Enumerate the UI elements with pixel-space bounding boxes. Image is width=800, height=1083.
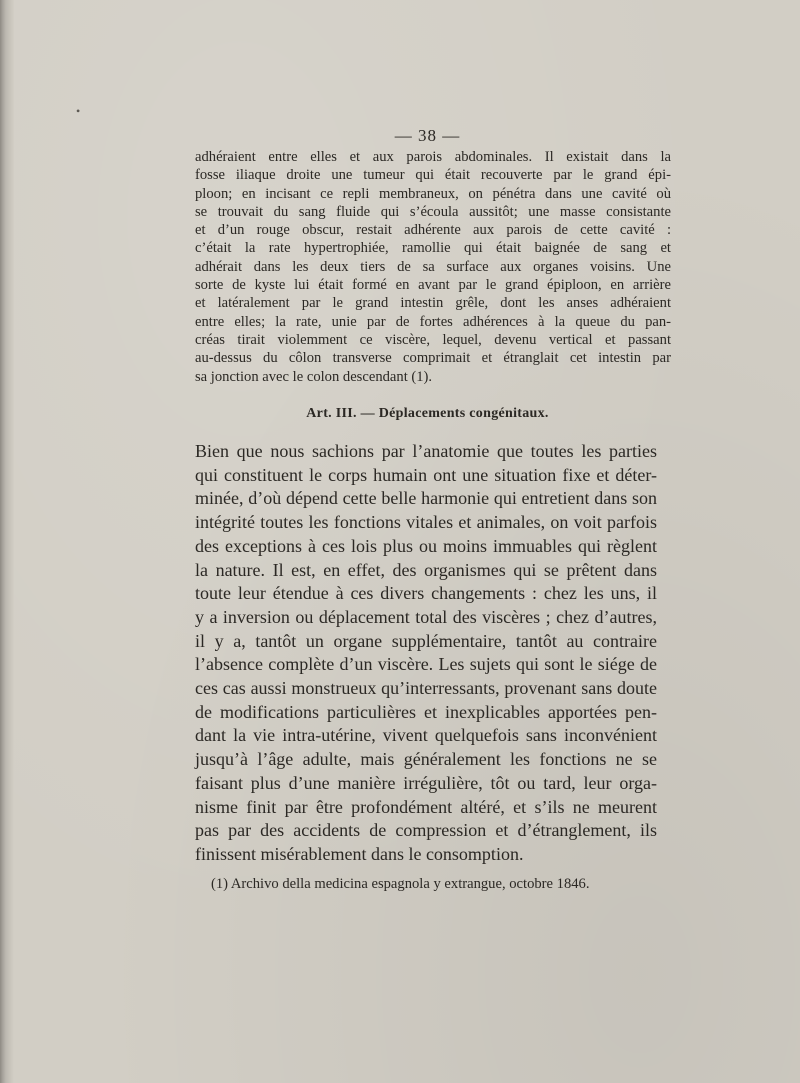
paragraph-line: Bien que nous sachions par l’anatomie que toutes les parties [195, 441, 657, 461]
paragraph-line: qui constituent le corps humain ont une situation fixe et déter- [195, 464, 657, 485]
paragraph-line: jusqu’à l’âge adulte, mais généralement les fonctions ne se [195, 749, 657, 770]
paragraph-line: se trouvait du sang fluide qui s’écoula aussitôt; une masse consistante [195, 203, 671, 220]
paragraph-line: sorte de kyste lui était formé en avant par le grand épiploon, en arrière [195, 277, 671, 294]
paragraph-line: adhéraient entre elles et aux parois abdominales. Il existait dans la [195, 149, 671, 165]
paragraph-line: intégrité toutes les fonctions vitales et animales, on voit parfois [195, 512, 657, 533]
footnote: (1) Archivo della medicina espagnola y extrangue, octobre 1846. [211, 876, 590, 892]
paragraph-line: ploon; en incisant ce repli membraneux, on pénétra dans une cavité où [195, 185, 671, 202]
page-binding-edge [0, 0, 14, 1083]
paragraph-line: et latéralement par le grand intestin grêle, dont les anses adhéraient [195, 295, 671, 312]
paragraph-line: ces cas aussi monstrueux qu’interressants, provenant sans doute [195, 678, 657, 699]
paragraph-line: la nature. Il est, en effet, des organismes qui se prêtent dans [195, 559, 657, 580]
paragraph-line: créas tirait violemment ce viscère, lequel, devenu vertical et passant [195, 331, 671, 348]
paragraph-line: finissent misérablement dans le consomption. [195, 843, 524, 864]
paragraph-line: pas par des accidents de compression et d’étranglement, ils [195, 820, 657, 841]
paragraph-line: dant la vie intra-utérine, vivent quelquefois sans inconvénient [195, 725, 657, 746]
ink-speck: • [76, 104, 81, 118]
paragraph-line: nisme finit par être profondément altéré, et s’ils ne meurent [195, 796, 657, 817]
paragraph-line: c’était la rate hypertrophiée, ramollie qui était baignée de sang et [195, 240, 671, 257]
continuation-paragraph [195, 148, 671, 386]
paragraph-line: au-dessus du côlon transverse comprimait et étranglait cet intestin par [195, 350, 671, 367]
paragraph-line: fosse iliaque droite une tumeur qui était recouverte par le grand épi- [195, 167, 671, 184]
section-heading: Art. III. — Déplacements congénitaux. [306, 406, 549, 421]
paragraph-line: il y a, tantôt un organe supplémentaire, tantôt au contraire [195, 630, 657, 651]
paragraph-line: entre elles; la rate, unie par de fortes adhérences à la queue du pan- [195, 313, 671, 330]
paragraph-line: minée, d’où dépend cette belle harmonie qui entretient dans son [195, 488, 657, 509]
paragraph-line: des exceptions à ces lois plus ou moins immuables qui règlent [195, 535, 657, 556]
page-number: — 38 — [394, 126, 461, 145]
paragraph-line: faisant plus d’une manière irrégulière, tôt ou tard, leur orga- [195, 772, 657, 793]
paragraph-line: sa jonction avec le colon descendant (1). [195, 368, 433, 385]
paragraph-line: y a inversion ou déplacement total des viscères ; chez d’autres, [195, 606, 657, 627]
paragraph-line: et d’un rouge obscur, restait adhérente aux parois de cette cavité : [195, 222, 671, 239]
paragraph-line: adhérait dans les deux tiers de sa surface aux organes voisins. Une [195, 258, 671, 275]
paragraph-line: toute leur étendue à ces divers changements : chez les uns, il [195, 583, 657, 604]
paragraph-line: de modifications particulières et inexplicables apportées pen- [195, 701, 657, 722]
paragraph-line: l’absence complète d’un viscère. Les sujets qui sont le siége de [195, 654, 657, 675]
main-paragraph [195, 440, 657, 867]
